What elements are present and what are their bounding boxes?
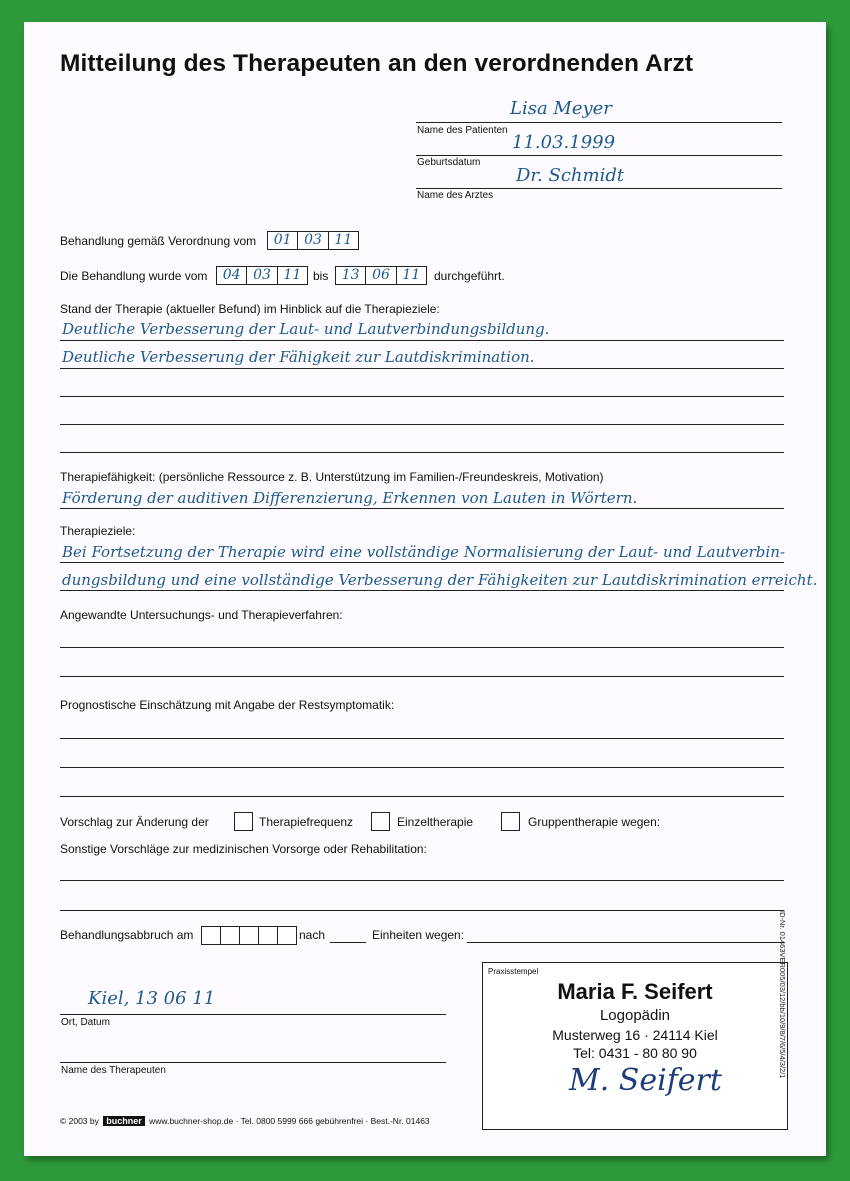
- status-line-2: Deutliche Verbesserung der Fähigkeit zur Lautdiskrimination.: [62, 348, 535, 366]
- patient-name-label: Name des Patienten: [417, 125, 508, 136]
- birth-date-label: Geburtsdatum: [417, 157, 481, 168]
- abort-reason-line[interactable]: [467, 942, 784, 943]
- from-day: 04: [217, 267, 247, 284]
- place-date-value: Kiel, 13 06 11: [88, 988, 216, 1009]
- methods-label: Angewandte Untersuchungs- und Therapieverfahren:: [60, 608, 343, 622]
- prescription-day: 01: [268, 232, 298, 249]
- status-rule-3: [60, 396, 784, 397]
- treatment-from-label: Die Behandlung wurde vom: [60, 269, 208, 283]
- treatment-to-label: bis: [313, 269, 329, 283]
- birth-date-line: [416, 155, 782, 156]
- prognosis-label: Prognostische Einschätzung mit Angabe der Restsymptomatik:: [60, 698, 395, 712]
- ability-label: Therapiefähigkeit: (persönliche Ressource z. B. Unterstützung im Familien-/Freundeskreis, Motivation): [60, 470, 604, 484]
- methods-rule-2: [60, 676, 784, 677]
- prescription-date-box[interactable]: [267, 231, 359, 250]
- option-individual-label: Einzeltherapie: [397, 815, 474, 829]
- prescription-month: 03: [298, 232, 328, 249]
- abort-units-line[interactable]: [330, 942, 366, 943]
- treatment-from-date-box[interactable]: [216, 266, 308, 285]
- side-code: ID-Nr. 01463VER005/03/12/bb/10/9/8/7/6/5/4/3/2/1: [778, 910, 787, 1079]
- ability-rule: [60, 508, 784, 509]
- status-rule-4: [60, 424, 784, 425]
- therapist-label: Name des Therapeuten: [61, 1065, 166, 1076]
- to-month: 06: [366, 267, 396, 284]
- checkbox-individual[interactable]: [371, 812, 390, 831]
- status-rule-5: [60, 452, 784, 453]
- footer-copyright: © 2003 by: [60, 1116, 99, 1126]
- stamp-phone: Tel: 0431 - 80 80 90: [573, 1045, 697, 1061]
- abort-after-label: nach: [299, 928, 326, 942]
- doctor-name-label: Name des Arztes: [417, 190, 494, 201]
- other-rule-2: [60, 910, 784, 911]
- buchner-logo: buchner: [103, 1116, 145, 1126]
- patient-name-value: Lisa Meyer: [510, 98, 612, 119]
- goals-rule-1: [60, 562, 784, 563]
- to-year: 11: [402, 267, 421, 283]
- stamp-label: Praxisstempel: [488, 967, 539, 976]
- other-rule-1: [60, 880, 784, 881]
- option-frequency-label: Therapiefrequenz: [259, 815, 354, 829]
- abort-cell: [202, 927, 221, 944]
- footer-info: www.buchner-shop.de · Tel. 0800 5999 666 gebührenfrei · Best.-Nr. 01463: [149, 1116, 430, 1126]
- stamp-address: Musterweg 16 · 24114 Kiel: [552, 1027, 718, 1043]
- methods-rule-1: [60, 647, 784, 648]
- form-page: [24, 22, 826, 1156]
- prognosis-rule-3: [60, 796, 784, 797]
- stamp-name: Maria F. Seifert: [557, 979, 713, 1004]
- abort-cell: [221, 927, 240, 944]
- ability-line: Förderung der auditiven Differenzierung, Erkennen von Lauten in Wörtern.: [62, 489, 638, 507]
- option-group-label: Gruppentherapie wegen:: [528, 815, 661, 829]
- prognosis-rule-2: [60, 767, 784, 768]
- status-rule-2: [60, 368, 784, 369]
- treatment-done-label: durchgeführt.: [434, 269, 505, 283]
- status-rule-1: [60, 340, 784, 341]
- doctor-name-line: [416, 188, 782, 189]
- goals-label: Therapieziele:: [60, 524, 136, 538]
- goals-rule-2: [60, 590, 784, 591]
- prescription-label: Behandlung gemäß Verordnung vom: [60, 234, 257, 248]
- practice-stamp: [482, 962, 788, 1130]
- status-label: Stand der Therapie (aktueller Befund) im Hinblick auf die Therapieziele:: [60, 302, 440, 316]
- goals-line-1: Bei Fortsetzung der Therapie wird eine vollständige Normalisierung der Laut- und Lautverbin-: [62, 543, 785, 561]
- abort-cell: [259, 927, 278, 944]
- abort-units-label: Einheiten wegen:: [372, 928, 465, 942]
- other-label: Sonstige Vorschläge zur medizinischen Vorsorge oder Rehabilitation:: [60, 842, 427, 856]
- abort-date-box[interactable]: [201, 926, 297, 945]
- doctor-name-value: Dr. Schmidt: [516, 165, 625, 186]
- place-date-label: Ort, Datum: [61, 1017, 110, 1028]
- prescription-year: 11: [334, 232, 353, 248]
- prognosis-rule-1: [60, 738, 784, 739]
- birth-date-value: 11.03.1999: [512, 132, 616, 153]
- from-year: 11: [283, 267, 302, 283]
- therapist-line: [60, 1062, 446, 1063]
- status-line-1: Deutliche Verbesserung der Laut- und Lautverbindungsbildung.: [62, 320, 550, 338]
- from-month: 03: [247, 267, 277, 284]
- stamp-profession: Logopädin: [599, 1007, 671, 1024]
- checkbox-group[interactable]: [501, 812, 520, 831]
- proposal-label: Vorschlag zur Änderung der: [60, 815, 209, 829]
- patient-name-line: [416, 122, 782, 123]
- goals-line-2: dungsbildung und eine vollständige Verbesserung der Fähigkeiten zur Lautdiskrimination erreicht.: [62, 571, 818, 589]
- footer: [60, 1116, 430, 1126]
- treatment-to-date-box[interactable]: [335, 266, 427, 285]
- to-day: 13: [336, 267, 366, 284]
- abort-cell: [240, 927, 259, 944]
- abort-label: Behandlungsabbruch am: [60, 928, 194, 942]
- checkbox-frequency[interactable]: [234, 812, 253, 831]
- page-title: Mitteilung des Therapeuten an den verordnenden Arzt: [60, 50, 694, 77]
- place-date-line: [60, 1014, 446, 1015]
- abort-cell: [278, 927, 296, 944]
- signature: M. Seifert: [569, 1063, 722, 1098]
